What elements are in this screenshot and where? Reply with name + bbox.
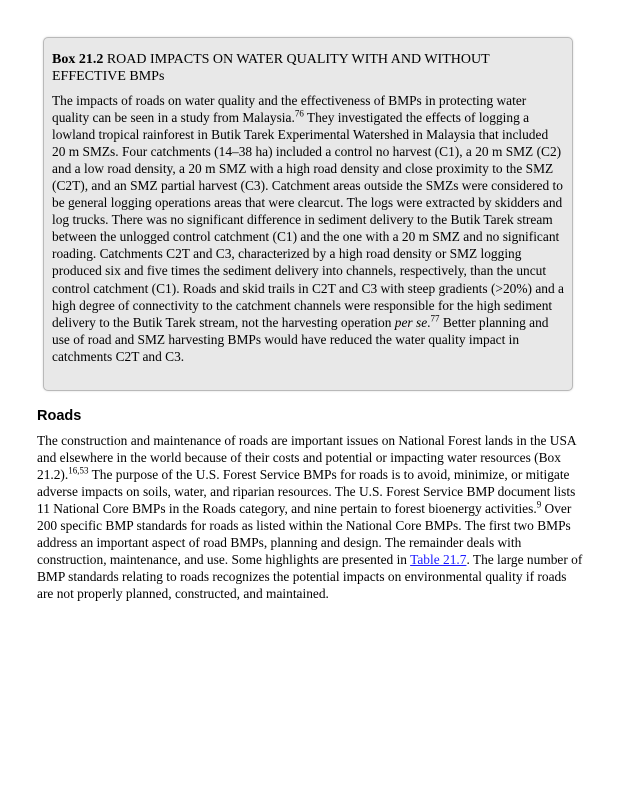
roads-paragraph xyxy=(37,432,585,602)
box-text-3: . xyxy=(427,314,431,330)
roads-text-2: The purpose of the U.S. Forest Service BMPs for roads is to avoid, minimize, or mitigate adverse impacts on soils, water, and riparian resources. The U.S. Forest Service BMP document lists 11 National Core BMPs in the Roads category, and nine pertain to forest bioenergy activities. xyxy=(37,467,576,517)
box-paragraph xyxy=(52,92,564,365)
citation-9: 9 xyxy=(536,499,542,510)
box-label: Box 21.2 xyxy=(52,52,104,67)
citation-76: 76 xyxy=(294,108,304,119)
box-text-2: They investigated the effects of logging a lowland tropical rainforest in Butik Tarek Experimental Watershed in Malaysia that included 20 m SMZs. Four catchments (14–38 ha) included a control no harvest (C1), a 20 m SMZ (C2) and a low road density, a 20 m SMZ with a high road density and close proximity to the SMZ (C2T), and an SMZ partial harvest (C3). Catchment areas outside the SMZs were considered to be general logging operations areas that were clearcut. The logs were extracted by skidders and log trucks. There was no significant difference in sediment delivery to the Butik Tarek stream between the unlogged control catchment (C1) and the one with a 20 m SMZ and no significant roading. Catchments C2T and C3, characterized by a high road density or SMZ logging produced six and five times the sediment delivery into channels, respectively, than the uncut control catchment (C1). Roads and skid trails in C2T and C3 with steep gradients (>20%) and a high degree of connectivity to the catchment channels were responsible for the high sediment delivery to the Butik Tarek stream, not the harvesting operation xyxy=(52,110,564,330)
citation-16-53: 16,53 xyxy=(68,465,89,476)
box-text-1: The impacts of roads on water quality and the effectiveness of BMPs in protecting water quality can be seen in a study from Malaysia. xyxy=(52,93,527,126)
section-heading-roads: Roads xyxy=(37,408,82,424)
roads-text-1: The construction and maintenance of roads are important issues on National Forest lands in the USA and elsewhere in the world because of their costs and potential or impacting water resources (Box 21.2). xyxy=(37,433,576,483)
sidebar-box xyxy=(43,37,573,391)
box-text-4: Better planning and use of road and SMZ harvesting BMPs would have reduced the water quality impact in catchments C2T and C3. xyxy=(52,314,549,364)
citation-77: 77 xyxy=(430,313,440,324)
box-title-text: ROAD IMPACTS ON WATER QUALITY WITH AND WITHOUT EFFECTIVE BMPs xyxy=(52,52,490,84)
box-italic: per se xyxy=(394,314,428,330)
roads-text-4: . The large number of BMP standards relating to roads recognizes the potential impacts on environmental quality if roads are not properly planned, constructed, and maintained. xyxy=(37,552,583,602)
roads-text-3: Over 200 specific BMP standards for roads as listed within the National Core BMPs. The first two BMPs address an important aspect of road BMPs, planning and design. The remainder deals with construction, maintenance, and use. Some highlights are presented in xyxy=(37,501,572,568)
box-title xyxy=(52,51,564,85)
table-21-7-link[interactable]: Table 21.7 xyxy=(410,552,467,568)
